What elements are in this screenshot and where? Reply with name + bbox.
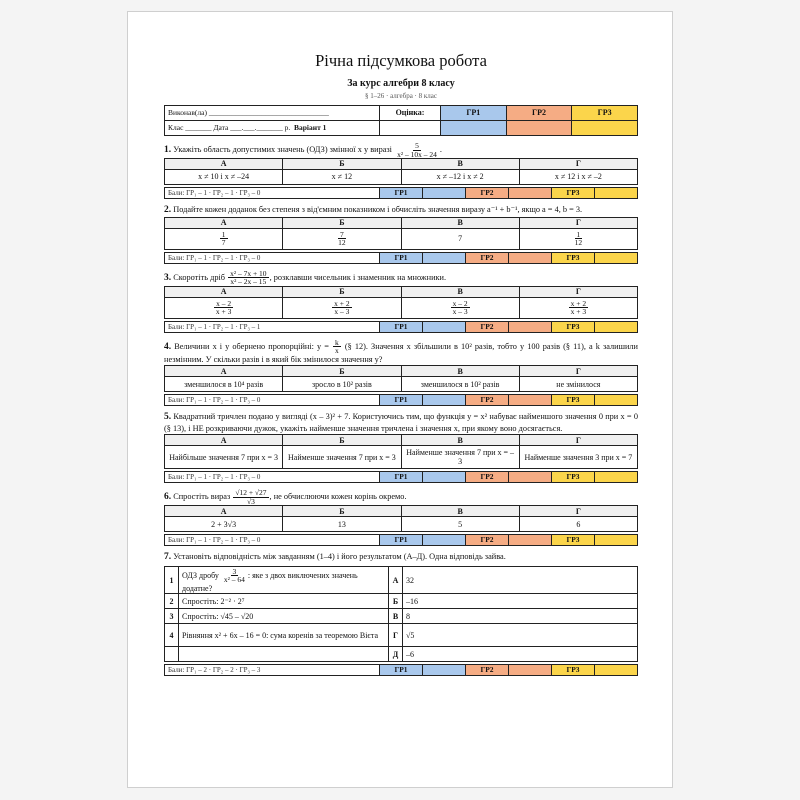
score-group-3-label: ГР3: [552, 321, 595, 332]
question-number: 7.: [164, 552, 172, 563]
question-text: Квадратний тричлен подано у вигляді (x – 3)² + 7. Користуючись тим, що функція y = x² набуває найменшого значення 0 при x = 0 (§ 13), і НЕ розкриваючи дужок, укажіть найменше значення тричлена і значення x, при якому воно досягається.: [164, 412, 638, 434]
answer-option[interactable]: зросло в 10² разів: [283, 377, 401, 392]
fraction-numerator: √12 + √27: [235, 488, 267, 498]
question-text: Установіть відповідність між завданням (1–4) і його результатом (А–Д). Одна відповідь зайва.: [173, 552, 506, 562]
question-number: 1.: [164, 144, 172, 155]
fraction-denominator: x² – 2x – 15: [230, 277, 267, 287]
score-group-3-cell[interactable]: [595, 321, 638, 332]
fraction-numerator: k: [335, 337, 339, 347]
score-group-1-cell[interactable]: [423, 321, 466, 332]
task-text: Рівняння x² + 6x – 16 = 0: сума коренів за теоремою Вієта: [179, 624, 389, 647]
answer-table-2: [164, 217, 638, 250]
fraction-numerator: x – 2: [216, 298, 232, 308]
score-group-1-cell[interactable]: [423, 665, 466, 676]
score-group-2-label: ГР2: [466, 535, 509, 546]
option-letter: Г: [389, 624, 403, 647]
option-header: Г: [519, 159, 637, 170]
question-text-end: , не обчислюючи кожен корінь окремо.: [269, 492, 407, 502]
option-header: В: [401, 435, 519, 446]
answer-option[interactable]: [283, 228, 401, 249]
score-group-1-cell[interactable]: [423, 472, 466, 483]
score-group-1-label: ГР1: [380, 665, 423, 676]
task-number: 1: [165, 567, 179, 594]
answer-table-1: [164, 158, 638, 185]
score-group-3-label: ГР3: [552, 535, 595, 546]
option-header: Б: [283, 435, 401, 446]
score-group-3-label: ГР3: [552, 395, 595, 406]
score-group-3-cell[interactable]: [595, 188, 638, 199]
group-1-grade[interactable]: [441, 121, 507, 136]
class-date-field[interactable]: [165, 121, 380, 136]
fraction-denominator: x – 3: [452, 307, 468, 317]
answer-option[interactable]: 13: [283, 517, 401, 532]
answer-option[interactable]: Найменше значення 7 при x = –3: [401, 446, 519, 469]
fraction-denominator: 7: [221, 238, 226, 248]
answer-table-3: [164, 286, 638, 319]
score-group-2-label: ГР2: [466, 252, 509, 263]
question-text: Подайте кожен доданок без степеня з від'ємним показником і обчисліть значення виразу a⁻¹ + b⁻¹, якщо a = 4, b = 3.: [173, 205, 583, 214]
score-label: Бали: ГР₁ – 1 · ГР₂ – 1 · ГР₃ – 0: [165, 252, 380, 263]
option-header: Г: [519, 286, 637, 297]
score-label: Бали: ГР₁ – 2 · ГР₂ – 2 · ГР₃ – 3: [165, 665, 380, 676]
fraction-numerator: 1: [221, 229, 226, 239]
empty-cell: [179, 647, 389, 662]
option-letter: Б: [389, 594, 403, 609]
question-1: [164, 142, 638, 158]
score-group-1-label: ГР1: [380, 321, 423, 332]
fraction: [214, 300, 233, 316]
fraction: [222, 568, 247, 584]
variant-label: Варіант 1: [293, 122, 327, 132]
question-text: Скоротіть дріб: [173, 272, 225, 282]
fraction-denominator: x² – 10x – 24: [397, 149, 437, 159]
score-group-2-cell[interactable]: [509, 395, 552, 406]
fraction: [451, 300, 470, 316]
option-header: Б: [283, 506, 401, 517]
group-2-header: ГР2: [506, 106, 572, 121]
answer-option[interactable]: [401, 297, 519, 318]
score-row-1: [164, 187, 638, 199]
score-group-3-label: ГР3: [552, 472, 595, 483]
score-group-1-label: ГР1: [380, 252, 423, 263]
answer-option[interactable]: 2 + 3√3: [165, 517, 283, 532]
score-group-2-label: ГР2: [466, 472, 509, 483]
group-3-grade[interactable]: [572, 121, 638, 136]
score-row-4: [164, 394, 638, 406]
score-group-1-label: ГР1: [380, 472, 423, 483]
performer-field[interactable]: Виконав(ла) ________________________________: [165, 106, 380, 121]
option-header: В: [401, 217, 519, 228]
worksheet-page: [127, 11, 673, 788]
header-table: [164, 105, 638, 136]
fraction-denominator: √3: [247, 496, 255, 506]
option-value[interactable]: –16: [403, 594, 638, 609]
score-group-2-cell[interactable]: [509, 321, 552, 332]
question-number: 5.: [164, 412, 172, 423]
score-group-3-cell[interactable]: [595, 395, 638, 406]
group-3-header: ГР3: [572, 106, 638, 121]
score-group-1-label: ГР1: [380, 395, 423, 406]
score-row-5: [164, 471, 638, 483]
question-3: [164, 270, 638, 286]
question-number: 6.: [164, 492, 172, 503]
answer-option[interactable]: x ≠ 12: [283, 170, 401, 185]
option-header: А: [165, 159, 283, 170]
fraction-denominator: x + 3: [215, 307, 232, 317]
option-header: А: [165, 435, 283, 446]
score-row-7: [164, 664, 638, 676]
fraction-denominator: x + 3: [570, 307, 587, 317]
answer-option[interactable]: Найменше значення 3 при x = 7: [519, 446, 637, 469]
score-row-2: [164, 252, 638, 264]
question-6: [164, 489, 638, 505]
option-header: А: [165, 286, 283, 297]
score-group-3-label: ГР3: [552, 188, 595, 199]
option-header: В: [401, 159, 519, 170]
fraction-numerator: 7: [340, 229, 344, 239]
fraction-numerator: x – 2: [452, 298, 468, 308]
option-header: А: [165, 366, 283, 377]
task-text-start: ОДЗ дробу: [182, 570, 219, 580]
score-group-1-cell[interactable]: [423, 188, 466, 199]
scope-note: § 1–26 · алгебра · 8 клас: [365, 92, 437, 100]
answer-table-5: [164, 434, 638, 469]
answer-option[interactable]: [165, 297, 283, 318]
answer-option[interactable]: зменшилося в 10² разів: [401, 377, 519, 392]
score-group-2-label: ГР2: [466, 665, 509, 676]
question-number: 4.: [164, 341, 172, 352]
option-header: В: [401, 506, 519, 517]
answer-option[interactable]: не змінилося: [519, 377, 637, 392]
score-group-3-label: ГР3: [552, 252, 595, 263]
fraction-numerator: 5: [415, 141, 419, 150]
page-subtitle: За курс алгебри 8 класу: [347, 78, 455, 89]
score-group-2-label: ГР2: [466, 395, 509, 406]
score-label: Бали: ГР₁ – 1 · ГР₂ – 1 · ГР₃ – 1: [165, 321, 380, 332]
fraction-numerator: x + 2: [334, 298, 350, 308]
fraction: [573, 231, 585, 247]
answer-option[interactable]: Найменше значення 7 при x = 3: [283, 446, 401, 469]
page-title: Річна підсумкова робота: [315, 51, 487, 70]
task-number: 2: [165, 594, 179, 609]
score-group-1-label: ГР1: [380, 535, 423, 546]
answer-option[interactable]: Найбільше значення 7 при x = 3: [165, 446, 283, 469]
fraction: [569, 300, 588, 316]
option-header: А: [165, 506, 283, 517]
fraction: [228, 270, 268, 286]
task-text: Спростіть: 2⁻² · 2⁷: [179, 594, 389, 609]
score-group-1-cell[interactable]: [423, 535, 466, 546]
fraction-numerator: x + 2: [570, 298, 587, 308]
score-group-3-cell[interactable]: [595, 665, 638, 676]
score-group-3-cell[interactable]: [595, 472, 638, 483]
task-text: Спростіть: √45 – √20: [179, 609, 389, 624]
question-text-end: .: [439, 144, 442, 154]
fraction: [220, 231, 228, 247]
answer-option[interactable]: x ≠ 10 і x ≠ –24: [165, 170, 283, 185]
task-text-end: : яке з двох виключених значень додатне?: [182, 570, 358, 593]
score-row-3: [164, 321, 638, 333]
option-header: Г: [519, 435, 637, 446]
question-text-end: , розклавши чисельник і знаменник на множники.: [269, 272, 447, 282]
score-group-2-cell[interactable]: [509, 472, 552, 483]
answer-option[interactable]: 5: [401, 517, 519, 532]
answer-option[interactable]: x ≠ 12 і x ≠ –2: [519, 170, 637, 185]
score-group-2-cell[interactable]: [509, 665, 552, 676]
empty-cell: [165, 647, 179, 662]
score-group-1-label: ГР1: [380, 188, 423, 199]
answer-option[interactable]: 7: [401, 228, 519, 249]
question-7: [164, 552, 638, 564]
question-2: [164, 205, 638, 217]
fraction-numerator: 3: [232, 566, 237, 576]
fraction: [336, 231, 348, 247]
option-value[interactable]: –6: [403, 647, 638, 662]
option-header: А: [165, 217, 283, 228]
score-group-2-cell[interactable]: [509, 188, 552, 199]
question-number: 3.: [164, 272, 172, 283]
option-letter: А: [389, 567, 403, 594]
group-2-grade[interactable]: [506, 121, 572, 136]
score-group-2-cell[interactable]: [509, 252, 552, 263]
option-header: Г: [519, 217, 637, 228]
option-header: Г: [519, 506, 637, 517]
score-group-2-cell[interactable]: [509, 535, 552, 546]
answer-option[interactable]: [519, 228, 637, 249]
score-group-1-cell[interactable]: [423, 252, 466, 263]
question-text-continued: (§ 12). Значення x збільшили в 10² разів, тобто у 100 разів (§ 11), а k залишили незмінним. У скільки разів і в який бік змінилося значення y?: [164, 341, 638, 364]
fraction-numerator: 1: [576, 229, 581, 239]
score-group-1-cell[interactable]: [423, 395, 466, 406]
score-label: Бали: ГР₁ – 1 · ГР₂ – 1 · ГР₃ – 0: [165, 395, 380, 406]
option-header: Г: [519, 366, 637, 377]
group-1-header: ГР1: [441, 106, 507, 121]
score-group-2-label: ГР2: [466, 188, 509, 199]
question-4: [164, 339, 638, 365]
fraction-denominator: x: [335, 346, 339, 356]
task-number: 3: [165, 609, 179, 624]
grade-cell[interactable]: [380, 121, 441, 136]
fraction: [332, 300, 351, 316]
question-text: Величини x і y обернено пропорційні: y =: [174, 341, 329, 351]
fraction: [395, 142, 439, 158]
fraction-denominator: x – 3: [334, 307, 350, 317]
answer-table-6: [164, 505, 638, 532]
answer-option[interactable]: зменшилося в 10⁴ разів: [165, 377, 283, 392]
fraction-numerator: x² – 7x + 10: [230, 268, 267, 278]
answer-option[interactable]: [283, 297, 401, 318]
option-header: Б: [283, 286, 401, 297]
fraction-denominator: x² – 64: [223, 575, 245, 585]
option-value[interactable]: 32: [403, 567, 638, 594]
option-header: Б: [283, 217, 401, 228]
score-label: Бали: ГР₁ – 1 · ГР₂ – 1 · ГР₃ – 0: [165, 535, 380, 546]
option-header: В: [401, 366, 519, 377]
task-number: 4: [165, 624, 179, 647]
question-text: Спростіть вираз: [173, 492, 231, 502]
class-date-label: Клас _______ Дата ___.___._______ р.: [168, 122, 291, 132]
fraction-denominator: 12: [574, 238, 583, 248]
question-text: Укажіть область допустимих значень (ОДЗ) змінної x у виразі: [173, 144, 392, 154]
matching-table: [164, 566, 638, 662]
fraction-denominator: 12: [338, 238, 346, 248]
option-header: Б: [283, 366, 401, 377]
option-letter: Д: [389, 647, 403, 662]
question-5: [164, 412, 638, 434]
option-value[interactable]: √5: [403, 624, 638, 647]
score-group-2-label: ГР2: [466, 321, 509, 332]
score-label: Бали: ГР₁ – 1 · ГР₂ – 1 · ГР₃ – 0: [165, 472, 380, 483]
fraction: [233, 489, 268, 505]
option-value[interactable]: 8: [403, 609, 638, 624]
score-label: Бали: ГР₁ – 1 · ГР₂ – 1 · ГР₃ – 0: [165, 188, 380, 199]
score-group-3-cell[interactable]: [595, 252, 638, 263]
task-text: [179, 567, 389, 594]
fraction: [333, 339, 341, 355]
option-header: Б: [283, 159, 401, 170]
answer-option[interactable]: [519, 297, 637, 318]
option-header: В: [401, 286, 519, 297]
score-row-6: [164, 534, 638, 546]
option-letter: В: [389, 609, 403, 624]
score-group-3-label: ГР3: [552, 665, 595, 676]
answer-option[interactable]: 6: [519, 517, 637, 532]
score-group-3-cell[interactable]: [595, 535, 638, 546]
answer-option[interactable]: x ≠ –12 і x ≠ 2: [401, 170, 519, 185]
answer-table-4: [164, 365, 638, 392]
question-number: 2.: [164, 205, 172, 215]
grade-label: Оцінка:: [380, 106, 441, 121]
answer-option[interactable]: [165, 228, 283, 249]
